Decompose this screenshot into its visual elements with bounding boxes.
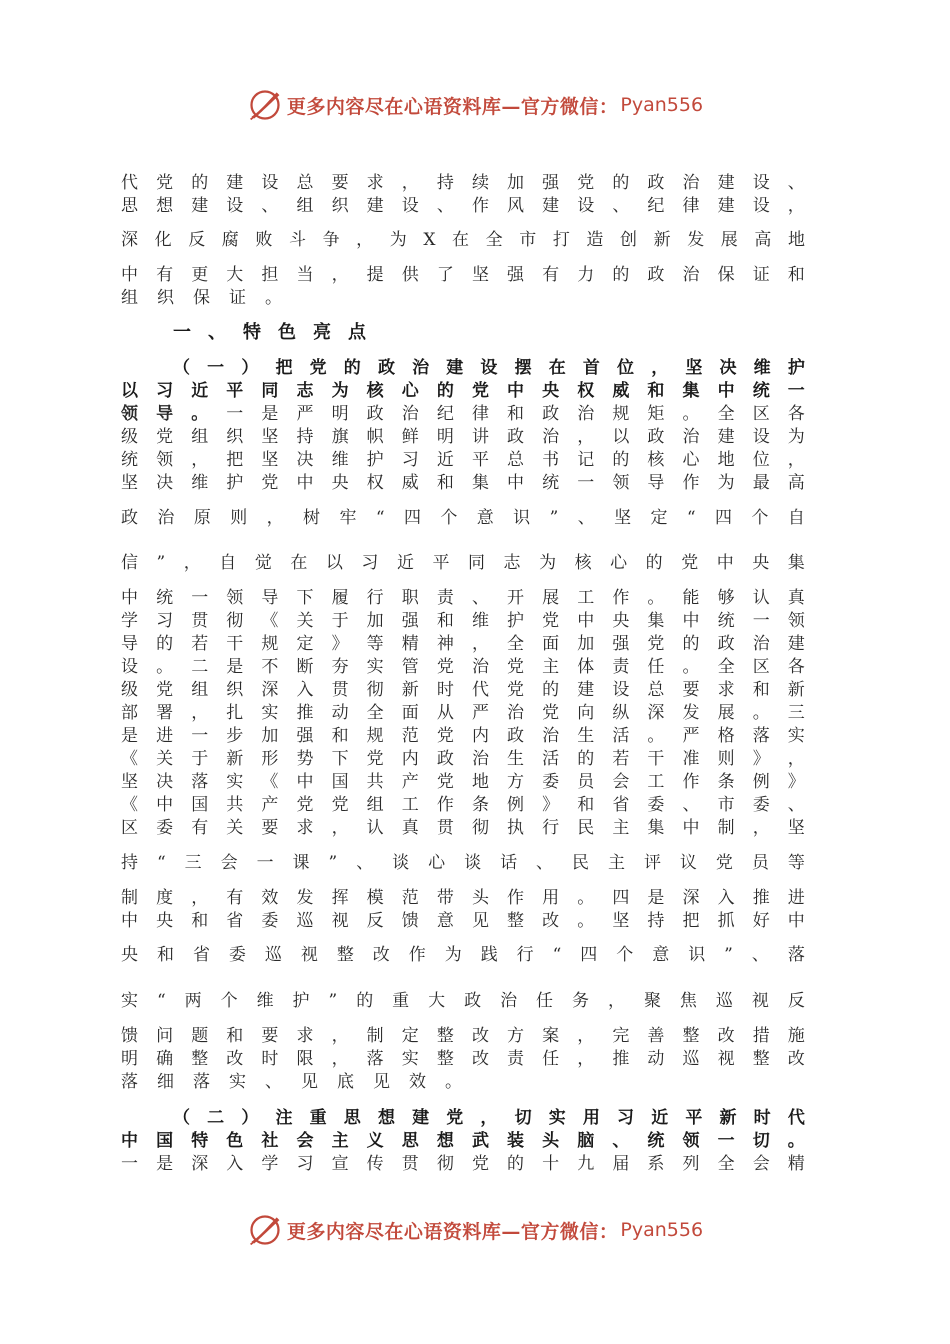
text-line: 坚 决 落 实 《 中 国 共 产 党 地 方 委 员 会 工 作 条 例 》	[121, 772, 805, 792]
text-line: 中 统 一 领 导 下 履 行 职 责 、 开 展 工 作 。 能 够 认 真	[121, 588, 805, 608]
banner-wechat-id: Pyan556	[620, 1219, 704, 1241]
text-line: 持 “ 三 会 一 课 ” 、 谈 心 谈 话 、 民 主 评 议 党 员 等	[121, 853, 805, 873]
text-line: 坚 决 维 护 党 中 央 权 威 和 集 中 统 一 领 导 作 为 最 高	[121, 473, 805, 493]
text-line: （ 二 ） 注 重 思 想 建 党 ， 切 实 用 习 近 平 新 时 代	[173, 1108, 805, 1128]
banner-text: 更多内容尽在心语资料库—官方微信：	[286, 95, 619, 118]
banner-wechat-id: Pyan556	[620, 94, 704, 116]
text-line: 《 中 国 共 产 党 党 组 工 作 条 例 》 和 省 委 、 市 委 、	[121, 795, 805, 815]
text-line: 区 委 有 关 要 求 ， 认 真 贯 彻 执 行 民 主 集 中 制 ， 坚	[121, 818, 805, 838]
text-line: （ 一 ） 把 党 的 政 治 建 设 摆 在 首 位 ， 坚 决 维 护	[173, 358, 805, 378]
pen-logo-icon	[247, 87, 283, 123]
text-line: 实 “ 两 个 维 护 ” 的 重 大 政 治 任 务 ， 聚 焦 巡 视 反	[121, 991, 805, 1011]
text-line: 一 是 深 入 学 习 宣 传 贯 彻 党 的 十 九 届 系 列 全 会 精	[121, 1154, 805, 1174]
text-line: 深 化 反 腐 败 斗 争 ， 为 X 在 全 市 打 造 创 新 发 展 高 地	[121, 230, 805, 250]
text-line: 思 想 建 设 、 组 织 建 设 、 作 风 建 设 、 纪 律 建 设 ，	[121, 196, 805, 216]
text-line: 学 习 贯 彻 《 关 于 加 强 和 维 护 党 中 央 集 中 统 一 领	[121, 611, 805, 631]
text-line: 信 ” ， 自 觉 在 以 习 近 平 同 志 为 核 心 的 党 中 央 集	[121, 553, 805, 573]
text-line: 以 习 近 平 同 志 为 核 心 的 党 中 央 权 威 和 集 中 统 一	[121, 381, 805, 401]
text-line: 级 党 组 织 坚 持 旗 帜 鲜 明 讲 政 治 ， 以 政 治 建 设 为	[121, 427, 805, 447]
text-line: 统 领 ， 把 坚 决 维 护 习 近 平 总 书 记 的 核 心 地 位 ，	[121, 450, 805, 470]
text-line: 《 关 于 新 形 势 下 党 内 政 治 生 活 的 若 干 准 则 》 ，	[121, 749, 805, 769]
text-line: 制 度 ， 有 效 发 挥 模 范 带 头 作 用 。 四 是 深 入 推 进	[121, 888, 805, 908]
header-banner	[0, 82, 950, 128]
text-line: 落 细 落 实 、 见 底 见 效 。	[121, 1072, 462, 1092]
text-line: 设 。 二 是 不 断 夯 实 管 党 治 党 主 体 责 任 。 全 区 各	[121, 657, 805, 677]
section-heading: 一 、 特 色 亮 点	[173, 322, 366, 343]
text-line: 中 国 特 色 社 会 主 义 思 想 武 装 头 脑 、 统 领 一 切 。	[121, 1131, 805, 1151]
banner-text: 更多内容尽在心语资料库—官方微信：	[286, 1220, 619, 1243]
text-line: 明 确 整 改 时 限 ， 落 实 整 改 责 任 ， 推 动 巡 视 整 改	[121, 1049, 805, 1069]
text-line: 馈 问 题 和 要 求 ， 制 定 整 改 方 案 ， 完 善 整 改 措 施	[121, 1026, 805, 1046]
text-line: 组 织 保 证 。	[121, 288, 282, 308]
text-line: 部 署 ， 扎 实 推 动 全 面 从 严 治 党 向 纵 深 发 展 。 三	[121, 703, 805, 723]
text-line: 中 央 和 省 委 巡 视 反 馈 意 见 整 改 。 坚 持 把 抓 好 中	[121, 911, 805, 931]
text-line: 导 的 若 干 规 定 》 等 精 神 ， 全 面 加 强 党 的 政 治 建	[121, 634, 805, 654]
pen-logo-icon	[247, 1212, 283, 1248]
text-line: 中 有 更 大 担 当 ， 提 供 了 坚 强 有 力 的 政 治 保 证 和	[121, 265, 805, 285]
text-line: 政 治 原 则 ， 树 牢 “ 四 个 意 识 ” 、 坚 定 “ 四 个 自	[121, 508, 805, 528]
text-line: 央 和 省 委 巡 视 整 改 作 为 践 行 “ 四 个 意 识 ” 、 落	[121, 945, 805, 965]
text-line: 代 党 的 建 设 总 要 求 ， 持 续 加 强 党 的 政 治 建 设 、	[121, 173, 805, 193]
text-line: 是 进 一 步 加 强 和 规 范 党 内 政 治 生 活 。 严 格 落 实	[121, 726, 805, 746]
text-line: 级 党 组 织 深 入 贯 彻 新 时 代 党 的 建 设 总 要 求 和 新	[121, 680, 805, 700]
text-line: 领 导 。 一 是 严 明 政 治 纪 律 和 政 治 规 矩 。 全 区 各	[121, 404, 805, 424]
footer-banner	[0, 1207, 950, 1253]
